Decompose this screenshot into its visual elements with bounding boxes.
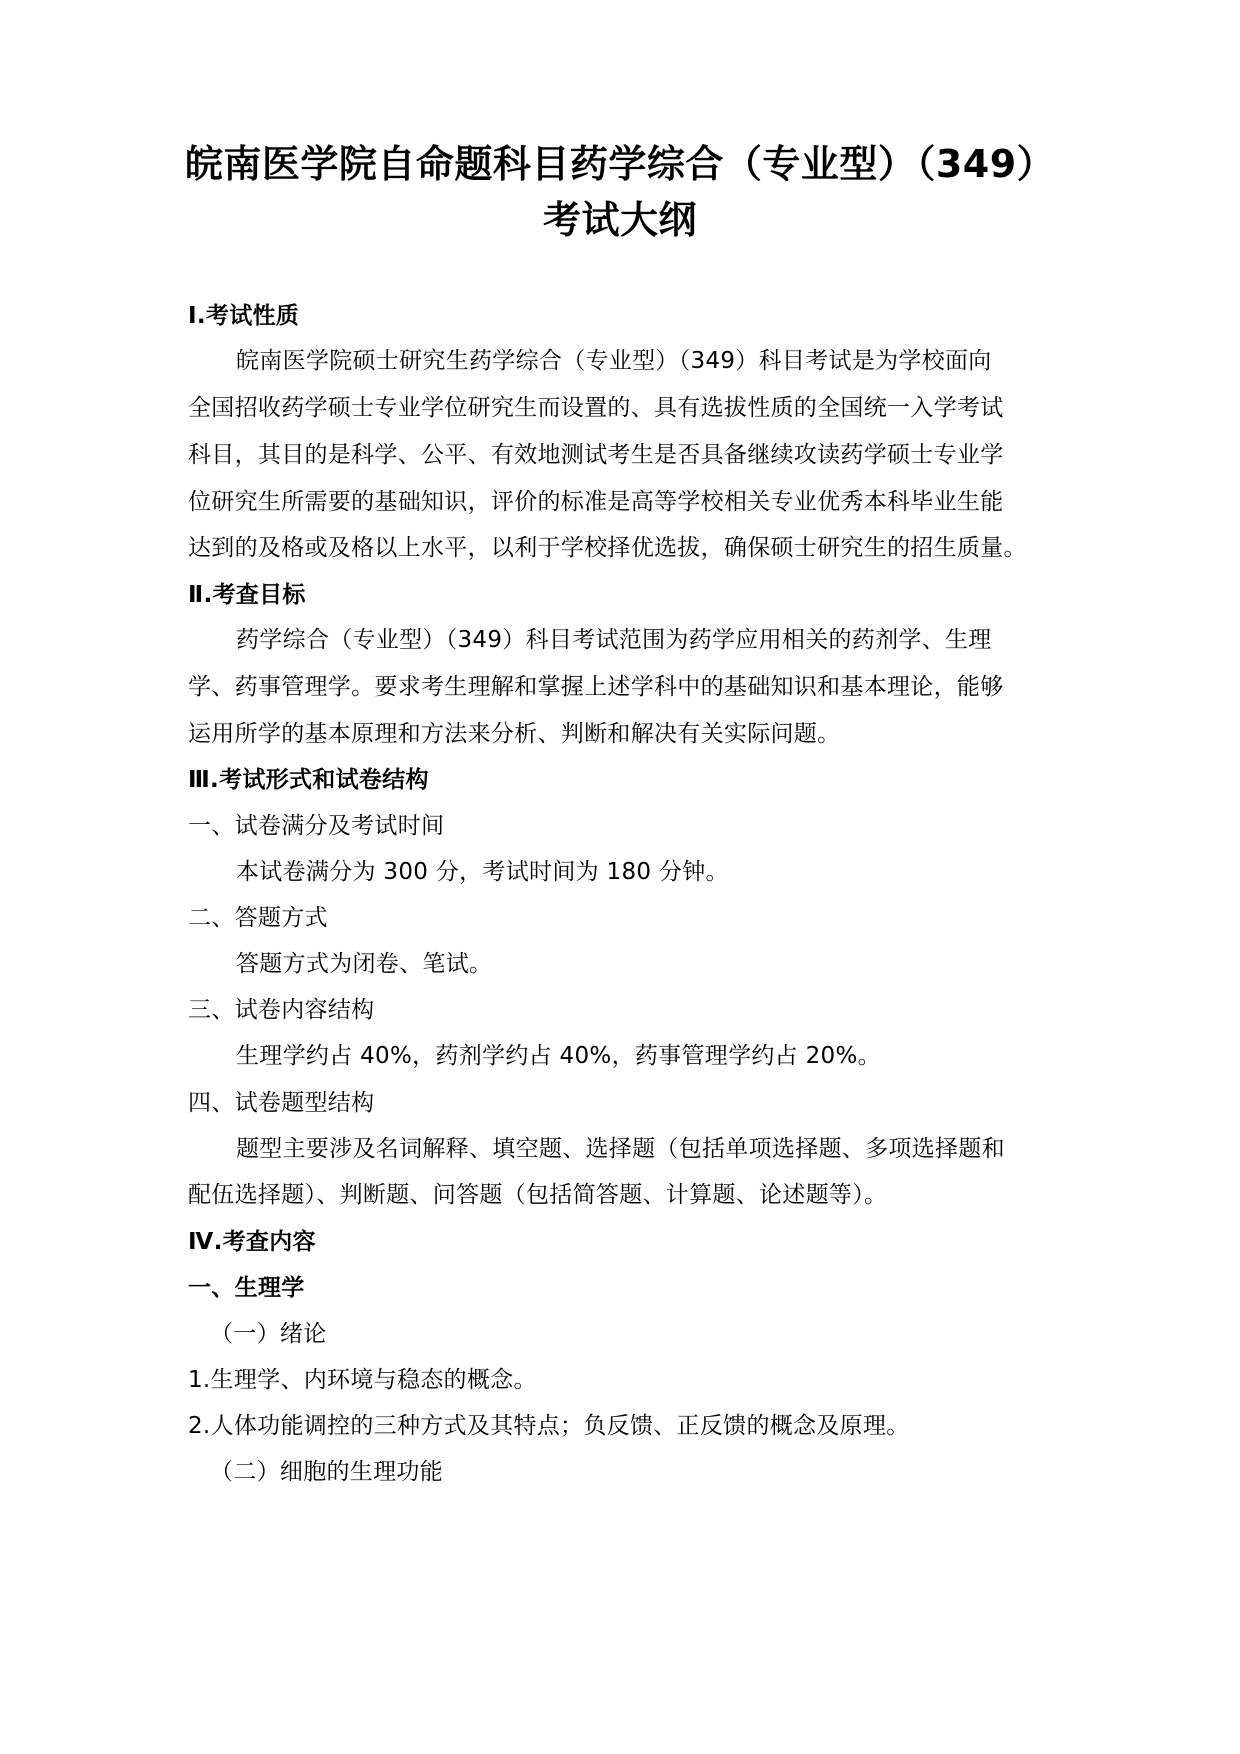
- section-heading-nature: Ⅰ.考试性质: [188, 303, 300, 329]
- section-heading-format: Ⅲ.考试形式和试卷结构: [188, 767, 429, 793]
- subsection-label-answer-method: 二、答题方式: [188, 905, 328, 931]
- subsection-label-score-time: 一、试卷满分及考试时间: [188, 813, 445, 839]
- section-heading-content: Ⅳ.考查内容: [188, 1229, 316, 1255]
- subsection-text-content-structure: 生理学约占 40%，药剂学约占 40%，药事管理学约占 20%。: [236, 1043, 881, 1069]
- paragraph-line: 科目，其目的是科学、公平、有效地测试考生是否具备继续攻读药学硕士专业学: [188, 442, 1004, 468]
- document-title-line-2: 考试大纲: [542, 198, 697, 242]
- paragraph-line: 药学综合（专业型）（349）科目考试范围为药学应用相关的药剂学、生理: [236, 627, 992, 653]
- section-heading-objectives: Ⅱ.考查目标: [188, 582, 306, 608]
- document-title-line-1: 皖南医学院自命题科目药学综合（专业型）（349）: [184, 142, 1056, 186]
- chapter-item: 1.生理学、内环境与稳态的概念。: [188, 1367, 537, 1393]
- paragraph-line: 运用所学的基本原理和方法来分析、判断和解决有关实际问题。: [188, 721, 841, 747]
- subsection-text-score-time: 本试卷满分为 300 分，考试时间为 180 分钟。: [236, 859, 729, 885]
- subsection-label-question-types: 四、试卷题型结构: [188, 1090, 375, 1116]
- subsection-text-answer-method: 答题方式为闭卷、笔试。: [236, 951, 493, 977]
- paragraph-line: 皖南医学院硕士研究生药学综合（专业型）（349）科目考试是为学校面向: [236, 348, 992, 374]
- chapter-heading-cell-physiology: （二）细胞的生理功能: [210, 1459, 443, 1485]
- paragraph-line: 学、药事管理学。要求考生理解和掌握上述学科中的基础知识和基本理论，能够: [188, 674, 1004, 700]
- subsection-text-question-types: 题型主要涉及名词解释、填空题、选择题（包括单项选择题、多项选择题和: [236, 1136, 1005, 1162]
- chapter-item: 2.人体功能调控的三种方式及其特点；负反馈、正反馈的概念及原理。: [188, 1413, 910, 1439]
- subsection-text-question-types: 配伍选择题）、判断题、问答题（包括简答题、计算题、论述题等）。: [188, 1182, 888, 1208]
- chapter-heading-introduction: （一）绪论: [210, 1321, 327, 1347]
- subject-heading-physiology: 一、生理学: [188, 1275, 305, 1301]
- paragraph-line: 达到的及格或及格以上水平，以利于学校择优选拔，确保硕士研究生的招生质量。: [188, 535, 1027, 561]
- subsection-label-content-structure: 三、试卷内容结构: [188, 997, 375, 1023]
- paragraph-line: 位研究生所需要的基础知识，评价的标准是高等学校相关专业优秀本科毕业生能: [188, 489, 1004, 515]
- paragraph-line: 全国招收药学硕士专业学位研究生而设置的、具有选拔性质的全国统一入学考试: [188, 395, 1004, 421]
